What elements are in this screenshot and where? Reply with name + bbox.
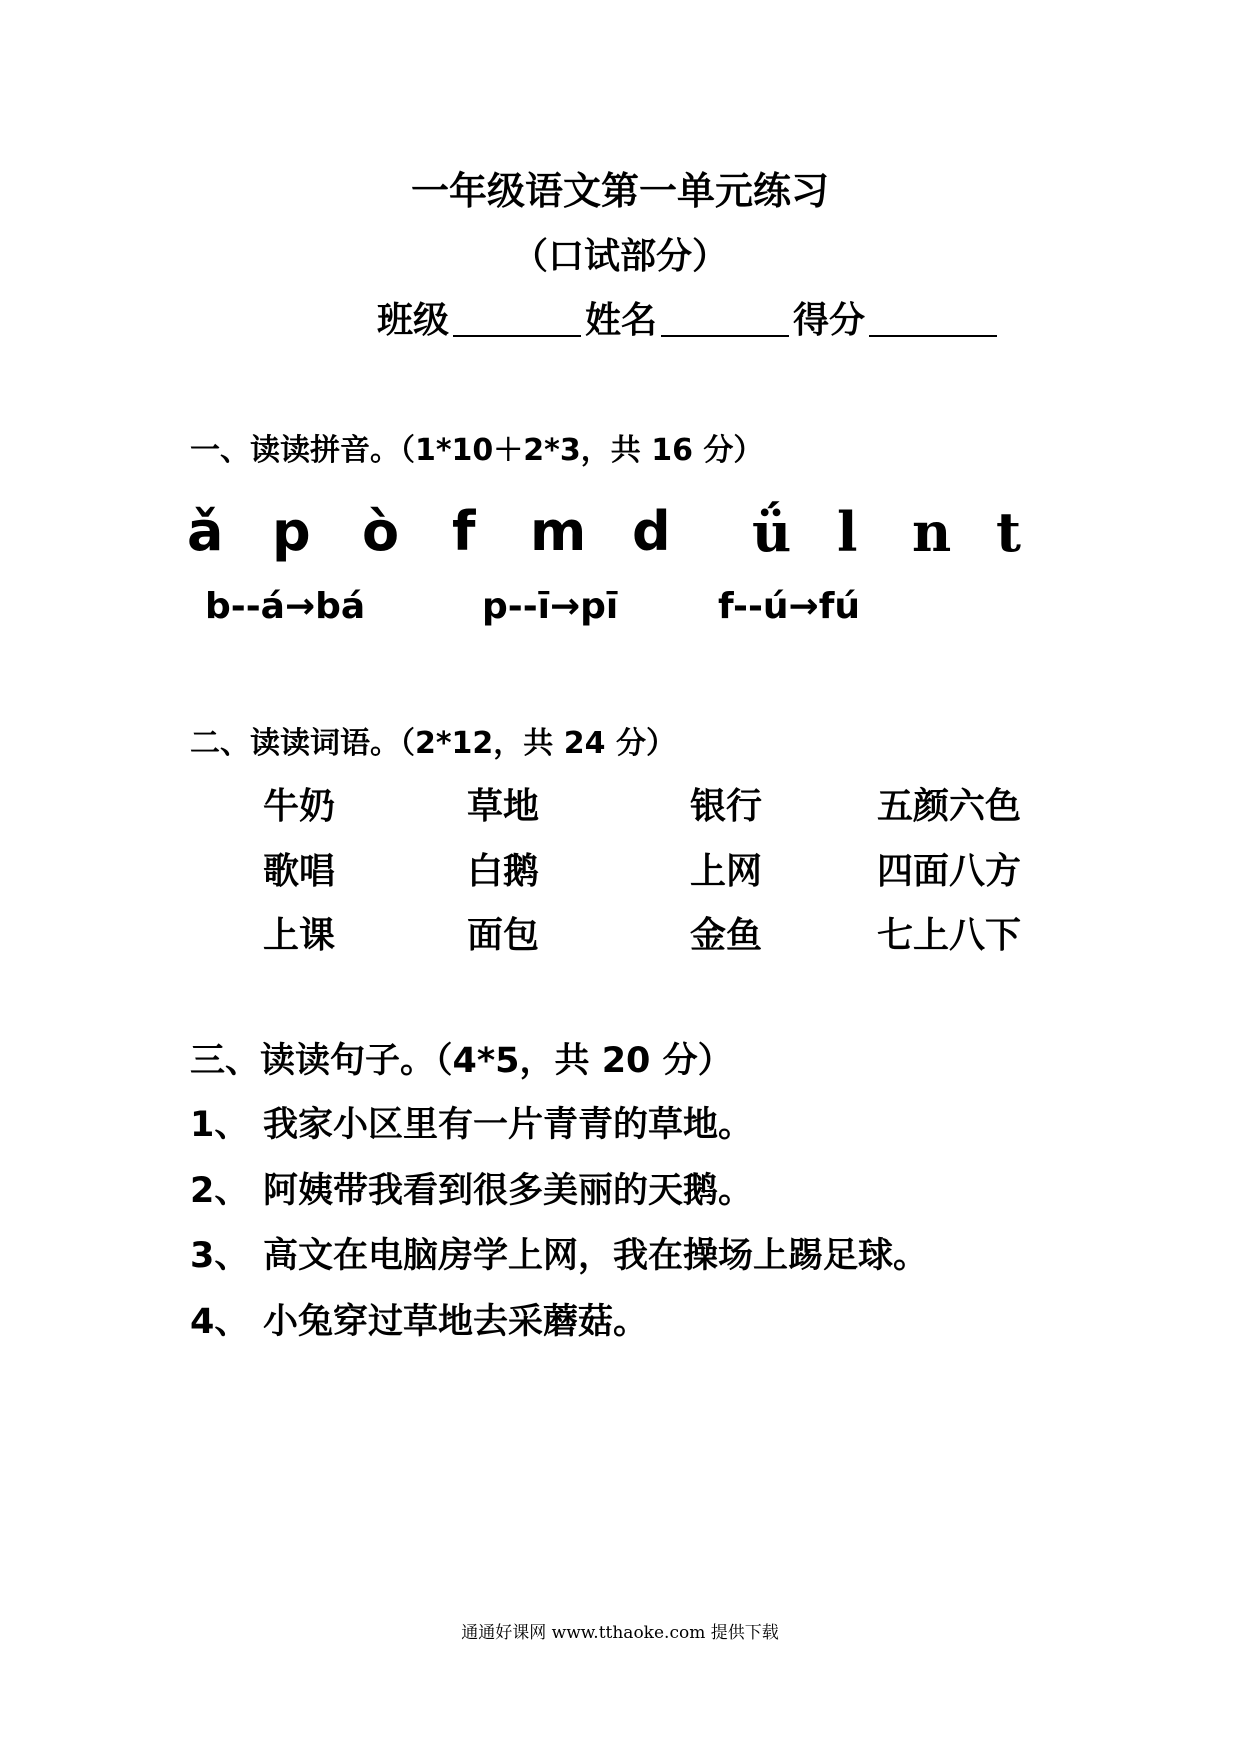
sentence-text: 高文在电脑房学上网，我在操场上踢足球。: [263, 1236, 929, 1276]
sentence-number: 2、: [190, 1171, 250, 1211]
class-label: 班级: [377, 300, 450, 341]
sentence-number: 3、: [190, 1236, 250, 1276]
word: 歌唱: [263, 851, 336, 892]
page-subtitle: （口试部分）: [511, 236, 728, 277]
pinyin-letter: m: [530, 500, 587, 563]
pinyin-letter: n: [912, 500, 952, 564]
word: 草地: [467, 786, 540, 827]
word: 金鱼: [690, 915, 763, 956]
word: 白鹅: [467, 851, 540, 892]
word: 五颜六色: [877, 786, 1022, 827]
pinyin-letter: p: [272, 500, 311, 563]
word: 牛奶: [263, 786, 336, 827]
pinyin-syllable: f--ú→fú: [718, 586, 860, 627]
word: 七上八下: [877, 915, 1022, 956]
sentence-number: 4、: [190, 1302, 250, 1342]
pinyin-letter: l: [837, 500, 858, 564]
section1-heading: 一、读读拼音。（1*10＋2*3，共 16 分）: [190, 433, 764, 468]
sentence-number: 1、: [190, 1105, 250, 1145]
score-blank: [869, 335, 997, 337]
sentence-text: 我家小区里有一片青青的草地。: [263, 1105, 754, 1145]
pinyin-letter: ǘ: [752, 500, 792, 564]
footer-credit: 通通好课网 www.tthaoke.com 提供下载: [461, 1623, 779, 1643]
name-label: 姓名: [585, 300, 658, 341]
word: 上网: [690, 851, 763, 892]
page-title: 一年级语文第一单元练习: [410, 169, 829, 213]
sentence-text: 阿姨带我看到很多美丽的天鹅。: [263, 1171, 754, 1211]
pinyin-letter: f: [452, 500, 476, 563]
pinyin-letter: ǎ: [187, 500, 224, 563]
word: 上课: [263, 915, 336, 956]
section3-heading: 三、读读句子。（4*5，共 20 分）: [190, 1041, 733, 1081]
pinyin-syllable: p--ī→pī: [482, 586, 619, 627]
class-blank: [453, 335, 581, 337]
pinyin-letter: t: [996, 500, 1021, 564]
pinyin-letter: d: [632, 500, 671, 563]
sentence-text: 小兔穿过草地去采蘑菇。: [263, 1302, 649, 1342]
pinyin-syllable: b--á→bá: [205, 586, 366, 627]
word: 四面八方: [877, 851, 1022, 892]
word: 银行: [690, 786, 763, 827]
score-label: 得分: [793, 300, 866, 341]
name-blank: [661, 335, 789, 337]
student-info-row: [377, 293, 1001, 343]
word: 面包: [467, 915, 540, 956]
pinyin-letter: ò: [362, 500, 400, 563]
section2-heading: 二、读读词语。（2*12，共 24 分）: [190, 726, 676, 761]
